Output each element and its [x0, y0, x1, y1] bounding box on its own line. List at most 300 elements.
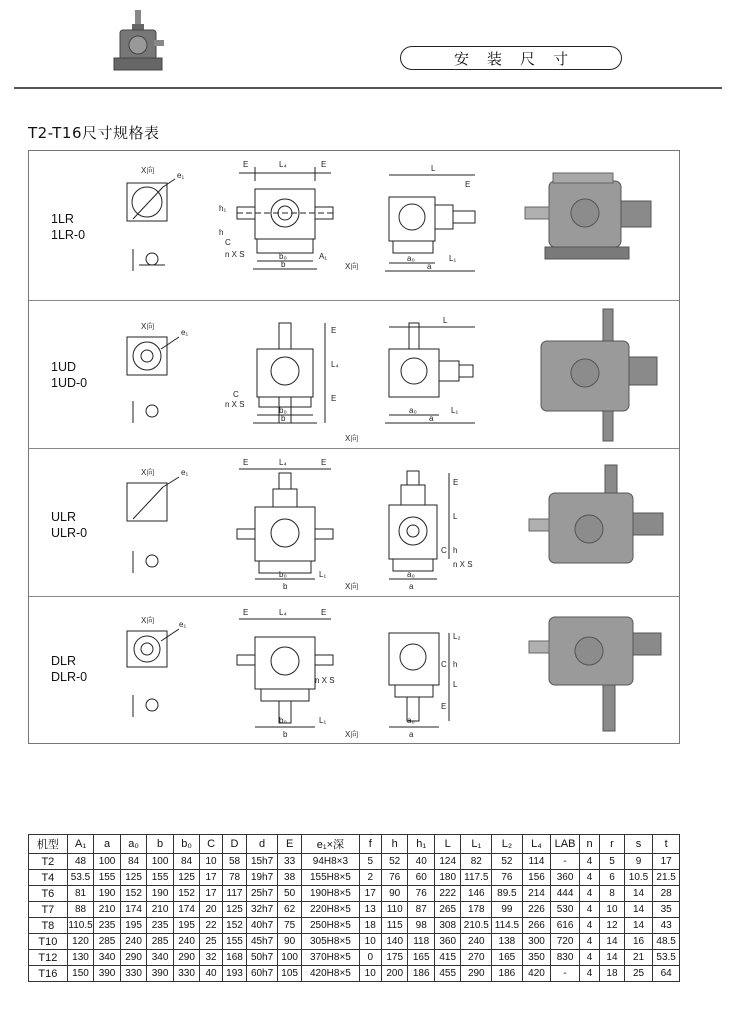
- model-name: 1LR: [51, 212, 74, 226]
- table-row: [29, 854, 680, 870]
- a1-label: A₁: [319, 252, 328, 261]
- e1-label: e₁: [181, 468, 189, 477]
- table-cell: 186: [408, 966, 435, 982]
- table-cell: 175: [381, 950, 408, 966]
- table-cell: 616: [551, 918, 580, 934]
- c-label: C: [441, 660, 447, 669]
- model-variant: ULR-0: [51, 526, 88, 540]
- table-row: [29, 950, 680, 966]
- drawing-1lr: [29, 151, 679, 301]
- table-cell: 15h7: [247, 854, 278, 870]
- table-cell: 94H8×3: [302, 854, 359, 870]
- table-cell: 100: [94, 854, 121, 870]
- table-cell: 250H8×5: [302, 918, 359, 934]
- model-cell: T2: [29, 854, 68, 870]
- table-cell: 2: [359, 870, 381, 886]
- table-cell: 152: [173, 886, 200, 902]
- table-cell: 140: [381, 934, 408, 950]
- table-cell: 138: [492, 934, 523, 950]
- table-cell: 220H8×5: [302, 902, 359, 918]
- table-cell: 8: [600, 886, 624, 902]
- table-cell: 105: [277, 966, 301, 982]
- table-cell: 76: [381, 870, 408, 886]
- table-cell: 110.5: [67, 918, 94, 934]
- a-label: a: [427, 262, 432, 271]
- table-cell: 10: [359, 966, 381, 982]
- table-cell: 150: [67, 966, 94, 982]
- column-header: a: [94, 835, 121, 854]
- table-cell: 100: [147, 854, 174, 870]
- table-cell: 210: [147, 902, 174, 918]
- model-variant: DLR-0: [51, 670, 88, 684]
- table-cell: 290: [173, 950, 200, 966]
- table-cell: 155: [94, 870, 121, 886]
- e-label: E: [465, 180, 471, 189]
- l1-label: L₁: [319, 716, 327, 725]
- table-row: [29, 870, 680, 886]
- table-cell: 19h7: [247, 870, 278, 886]
- table-cell: 62: [277, 902, 301, 918]
- x-dir-label: X向: [345, 730, 359, 739]
- table-cell: 152: [120, 886, 147, 902]
- x-dir-label: X向: [345, 582, 359, 591]
- table-cell: 45h7: [247, 934, 278, 950]
- table-cell: 60h7: [247, 966, 278, 982]
- column-header: h: [381, 835, 408, 854]
- table-cell: 124: [434, 854, 461, 870]
- l2-label: L₂: [453, 632, 461, 641]
- table-cell: 285: [94, 934, 121, 950]
- table-cell: 155: [147, 870, 174, 886]
- table-cell: 720: [551, 934, 580, 950]
- table-cell: 20: [200, 902, 222, 918]
- gearbox-photo-dlr: [529, 617, 661, 731]
- table-cell: 4: [579, 950, 599, 966]
- e1-label: e₁: [177, 171, 185, 180]
- x-dir-label: X向: [141, 616, 155, 625]
- drawings-panel: [28, 150, 680, 744]
- c-label: C: [225, 238, 231, 247]
- table-cell: 305H8×5: [302, 934, 359, 950]
- e-label: E: [243, 458, 249, 467]
- column-header: L₁: [461, 835, 492, 854]
- drawing-ulr: [29, 449, 679, 597]
- table-cell: 350: [522, 950, 551, 966]
- table-cell: 22: [200, 918, 222, 934]
- table-cell: 240: [461, 934, 492, 950]
- table-cell: 186: [492, 966, 523, 982]
- table-cell: 76: [408, 886, 435, 902]
- table-cell: 152: [222, 918, 246, 934]
- table-row: [29, 902, 680, 918]
- gearbox-photo-1ud: [541, 309, 657, 441]
- model-name: DLR: [51, 654, 77, 668]
- table-cell: 76: [492, 870, 523, 886]
- table-cell: 330: [120, 966, 147, 982]
- table-cell: 82: [461, 854, 492, 870]
- table-cell: 118: [408, 934, 435, 950]
- model-name: 1UD: [51, 360, 77, 374]
- table-cell: 90: [277, 934, 301, 950]
- column-header: D: [222, 835, 246, 854]
- table-cell: 84: [120, 854, 147, 870]
- table-cell: 25: [624, 966, 653, 982]
- table-cell: 178: [461, 902, 492, 918]
- table-cell: 4: [579, 870, 599, 886]
- l-label: L: [443, 316, 448, 325]
- x-dir-label: X向: [345, 262, 359, 271]
- table-cell: 125: [222, 902, 246, 918]
- b0-label: b₀: [279, 252, 287, 261]
- table-cell: 125: [173, 870, 200, 886]
- table-cell: 114.5: [492, 918, 523, 934]
- l1-label: L₁: [319, 570, 327, 579]
- model-row-ulr: [29, 449, 679, 597]
- table-cell: 4: [579, 918, 599, 934]
- page-title: T2-T16尺寸规格表: [28, 124, 160, 142]
- table-cell: 530: [551, 902, 580, 918]
- table-cell: 330: [173, 966, 200, 982]
- h1-label: h₁: [219, 204, 227, 213]
- header-divider: [14, 87, 722, 89]
- e1-label: e₁: [179, 620, 187, 629]
- table-cell: 235: [147, 918, 174, 934]
- table-cell: 40h7: [247, 918, 278, 934]
- table-cell: 117.5: [461, 870, 492, 886]
- table-cell: 10.5: [624, 870, 653, 886]
- column-header: h₁: [408, 835, 435, 854]
- table-cell: 360: [434, 934, 461, 950]
- a0-label: a₀: [407, 716, 415, 725]
- table-header-row: [29, 835, 680, 854]
- column-header: A₁: [67, 835, 94, 854]
- table-cell: 115: [381, 918, 408, 934]
- table-cell: 4: [579, 886, 599, 902]
- table-cell: 390: [147, 966, 174, 982]
- table-cell: 4: [579, 902, 599, 918]
- table-cell: 78: [222, 870, 246, 886]
- table-cell: 14: [624, 886, 653, 902]
- column-header: e₁×深: [302, 835, 359, 854]
- table-cell: 58: [222, 854, 246, 870]
- table-cell: 210: [94, 902, 121, 918]
- table-cell: 210.5: [461, 918, 492, 934]
- table-cell: 193: [222, 966, 246, 982]
- table-cell: 14: [624, 902, 653, 918]
- table-cell: 190H8×5: [302, 886, 359, 902]
- table-cell: 35: [653, 902, 680, 918]
- table-cell: 155H8×5: [302, 870, 359, 886]
- table-cell: 17: [653, 854, 680, 870]
- e-label: E: [453, 478, 459, 487]
- table-cell: 214: [522, 886, 551, 902]
- table-row: [29, 934, 680, 950]
- model-cell: T6: [29, 886, 68, 902]
- table-cell: 117: [222, 886, 246, 902]
- table-cell: 75: [277, 918, 301, 934]
- table-cell: 64: [653, 966, 680, 982]
- table-row: [29, 966, 680, 982]
- table-cell: 125: [120, 870, 147, 886]
- table-cell: 84: [173, 854, 200, 870]
- section-label: 安装尺寸: [400, 46, 622, 70]
- a0-label: a₀: [409, 406, 417, 415]
- table-cell: 13: [359, 902, 381, 918]
- e-label: E: [321, 458, 327, 467]
- table-cell: 81: [67, 886, 94, 902]
- table-cell: 50h7: [247, 950, 278, 966]
- spec-table: [28, 834, 680, 982]
- a-label: a: [429, 414, 434, 423]
- c-label: C: [233, 390, 239, 399]
- table-cell: 17: [200, 870, 222, 886]
- nxs-label: n X S: [315, 676, 335, 685]
- table-cell: 5: [359, 854, 381, 870]
- table-cell: 265: [434, 902, 461, 918]
- table-cell: 114: [522, 854, 551, 870]
- column-header: L₄: [522, 835, 551, 854]
- table-cell: 21.5: [653, 870, 680, 886]
- column-header: f: [359, 835, 381, 854]
- column-header: LAB: [551, 835, 580, 854]
- l1-label: L₁: [451, 406, 459, 415]
- table-cell: 308: [434, 918, 461, 934]
- table-cell: 420: [522, 966, 551, 982]
- nxs-label: n X S: [225, 250, 245, 259]
- column-header: r: [600, 835, 624, 854]
- table-cell: 12: [600, 918, 624, 934]
- table-cell: 240: [120, 934, 147, 950]
- table-cell: -: [551, 854, 580, 870]
- table-cell: 53.5: [653, 950, 680, 966]
- l4-label: L₄: [279, 160, 287, 169]
- table-cell: 90: [381, 886, 408, 902]
- table-cell: 444: [551, 886, 580, 902]
- table-cell: 9: [624, 854, 653, 870]
- column-header: t: [653, 835, 680, 854]
- table-cell: 48.5: [653, 934, 680, 950]
- table-cell: 38: [277, 870, 301, 886]
- a0-label: a₀: [407, 254, 415, 263]
- table-cell: 235: [94, 918, 121, 934]
- table-cell: 455: [434, 966, 461, 982]
- table-cell: 53.5: [67, 870, 94, 886]
- table-cell: 17: [200, 886, 222, 902]
- table-cell: 174: [173, 902, 200, 918]
- nxs-label: n X S: [453, 560, 473, 569]
- table-cell: 195: [120, 918, 147, 934]
- table-cell: 222: [434, 886, 461, 902]
- e1-label: e₁: [181, 328, 189, 337]
- table-cell: 32: [200, 950, 222, 966]
- l4-label: L₄: [279, 608, 287, 617]
- e-label: E: [441, 702, 447, 711]
- table-cell: 10: [600, 902, 624, 918]
- e-label: E: [321, 608, 327, 617]
- column-header: a₀: [120, 835, 147, 854]
- e-label: E: [243, 160, 249, 169]
- table-cell: 120: [67, 934, 94, 950]
- table-cell: 415: [434, 950, 461, 966]
- table-cell: 420H8×5: [302, 966, 359, 982]
- column-header: d: [247, 835, 278, 854]
- b0-label: b₀: [279, 570, 287, 579]
- table-cell: 155: [222, 934, 246, 950]
- table-cell: 370H8×5: [302, 950, 359, 966]
- model-cell: T10: [29, 934, 68, 950]
- table-cell: 226: [522, 902, 551, 918]
- model-variant: 1LR-0: [51, 228, 86, 242]
- b-label: b: [283, 582, 288, 591]
- table-cell: 285: [147, 934, 174, 950]
- column-header: E: [277, 835, 301, 854]
- gearbox-logo-icon: [110, 8, 166, 78]
- l-label: L: [453, 680, 458, 689]
- table-cell: 190: [94, 886, 121, 902]
- table-cell: 16: [624, 934, 653, 950]
- b-label: b: [283, 730, 288, 739]
- c-label: C: [441, 546, 447, 555]
- model-cell: T8: [29, 918, 68, 934]
- h-label: h: [219, 228, 224, 237]
- model-row-1ud: [29, 301, 679, 449]
- table-cell: 32h7: [247, 902, 278, 918]
- table-cell: 156: [522, 870, 551, 886]
- table-cell: 290: [120, 950, 147, 966]
- column-header: b: [147, 835, 174, 854]
- e-label: E: [331, 394, 337, 403]
- gearbox-photo-1lr: [525, 173, 651, 259]
- table-row: [29, 886, 680, 902]
- table-cell: 290: [461, 966, 492, 982]
- table-cell: 340: [94, 950, 121, 966]
- x-dir-label: X向: [141, 468, 155, 477]
- table-cell: 14: [600, 934, 624, 950]
- table-cell: 190: [147, 886, 174, 902]
- table-cell: 0: [359, 950, 381, 966]
- column-header: 机型: [29, 835, 68, 854]
- table-cell: 165: [408, 950, 435, 966]
- table-cell: 18: [359, 918, 381, 934]
- table-cell: 4: [579, 966, 599, 982]
- column-header: b₀: [173, 835, 200, 854]
- table-cell: 5: [600, 854, 624, 870]
- table-cell: 98: [408, 918, 435, 934]
- table-cell: 300: [522, 934, 551, 950]
- l4-label: L₄: [279, 458, 287, 467]
- table-cell: 360: [551, 870, 580, 886]
- table-cell: 10: [200, 854, 222, 870]
- a-label: a: [409, 582, 414, 591]
- table-cell: 33: [277, 854, 301, 870]
- table-cell: 17: [359, 886, 381, 902]
- table-row: [29, 918, 680, 934]
- column-header: L: [434, 835, 461, 854]
- x-dir-label: X向: [141, 322, 155, 331]
- drawing-dlr: [29, 597, 679, 745]
- table-cell: 21: [624, 950, 653, 966]
- table-cell: 18: [600, 966, 624, 982]
- table-cell: 50: [277, 886, 301, 902]
- a0-label: a₀: [407, 570, 415, 579]
- b-label: b: [281, 260, 286, 269]
- table-cell: -: [551, 966, 580, 982]
- gearbox-photo-ulr: [529, 465, 663, 563]
- table-cell: 110: [381, 902, 408, 918]
- table-cell: 340: [147, 950, 174, 966]
- l4-label: L₄: [331, 360, 339, 369]
- table-cell: 4: [579, 854, 599, 870]
- model-row-1lr: [29, 151, 679, 301]
- table-cell: 165: [492, 950, 523, 966]
- nxs-label: n X S: [225, 400, 245, 409]
- table-cell: 240: [173, 934, 200, 950]
- b0-label: b₀: [279, 406, 287, 415]
- table-cell: 4: [579, 934, 599, 950]
- table-cell: 270: [461, 950, 492, 966]
- table-cell: 195: [173, 918, 200, 934]
- table-cell: 6: [600, 870, 624, 886]
- drawing-1ud: [29, 301, 679, 449]
- table-cell: 830: [551, 950, 580, 966]
- table-cell: 52: [492, 854, 523, 870]
- table-cell: 168: [222, 950, 246, 966]
- model-cell: T7: [29, 902, 68, 918]
- table-cell: 25h7: [247, 886, 278, 902]
- b-label: b: [281, 414, 286, 423]
- table-cell: 87: [408, 902, 435, 918]
- l-label: L: [431, 164, 436, 173]
- table-cell: 48: [67, 854, 94, 870]
- table-cell: 40: [200, 966, 222, 982]
- column-header: n: [579, 835, 599, 854]
- model-cell: T16: [29, 966, 68, 982]
- e-label: E: [331, 326, 337, 335]
- column-header: s: [624, 835, 653, 854]
- table-cell: 99: [492, 902, 523, 918]
- table-cell: 89.5: [492, 886, 523, 902]
- table-cell: 40: [408, 854, 435, 870]
- table-cell: 130: [67, 950, 94, 966]
- e-label: E: [243, 608, 249, 617]
- e-label: E: [321, 160, 327, 169]
- h-label: h: [453, 546, 458, 555]
- table-cell: 200: [381, 966, 408, 982]
- l-label: L: [453, 512, 458, 521]
- table-cell: 88: [67, 902, 94, 918]
- table-cell: 180: [434, 870, 461, 886]
- table-cell: 390: [94, 966, 121, 982]
- model-row-dlr: [29, 597, 679, 745]
- model-cell: T4: [29, 870, 68, 886]
- table-cell: 28: [653, 886, 680, 902]
- model-variant: 1UD-0: [51, 376, 88, 390]
- x-dir-label: X向: [141, 166, 155, 175]
- x-dir-label: X向: [345, 434, 359, 443]
- table-cell: 14: [624, 918, 653, 934]
- model-cell: T12: [29, 950, 68, 966]
- table-cell: 100: [277, 950, 301, 966]
- column-header: L₂: [492, 835, 523, 854]
- table-cell: 43: [653, 918, 680, 934]
- l1-label: L₁: [449, 254, 457, 263]
- table-cell: 52: [381, 854, 408, 870]
- b0-label: b₀: [279, 716, 287, 725]
- table-cell: 25: [200, 934, 222, 950]
- table-cell: 146: [461, 886, 492, 902]
- a-label: a: [409, 730, 414, 739]
- model-name: ULR: [51, 510, 77, 524]
